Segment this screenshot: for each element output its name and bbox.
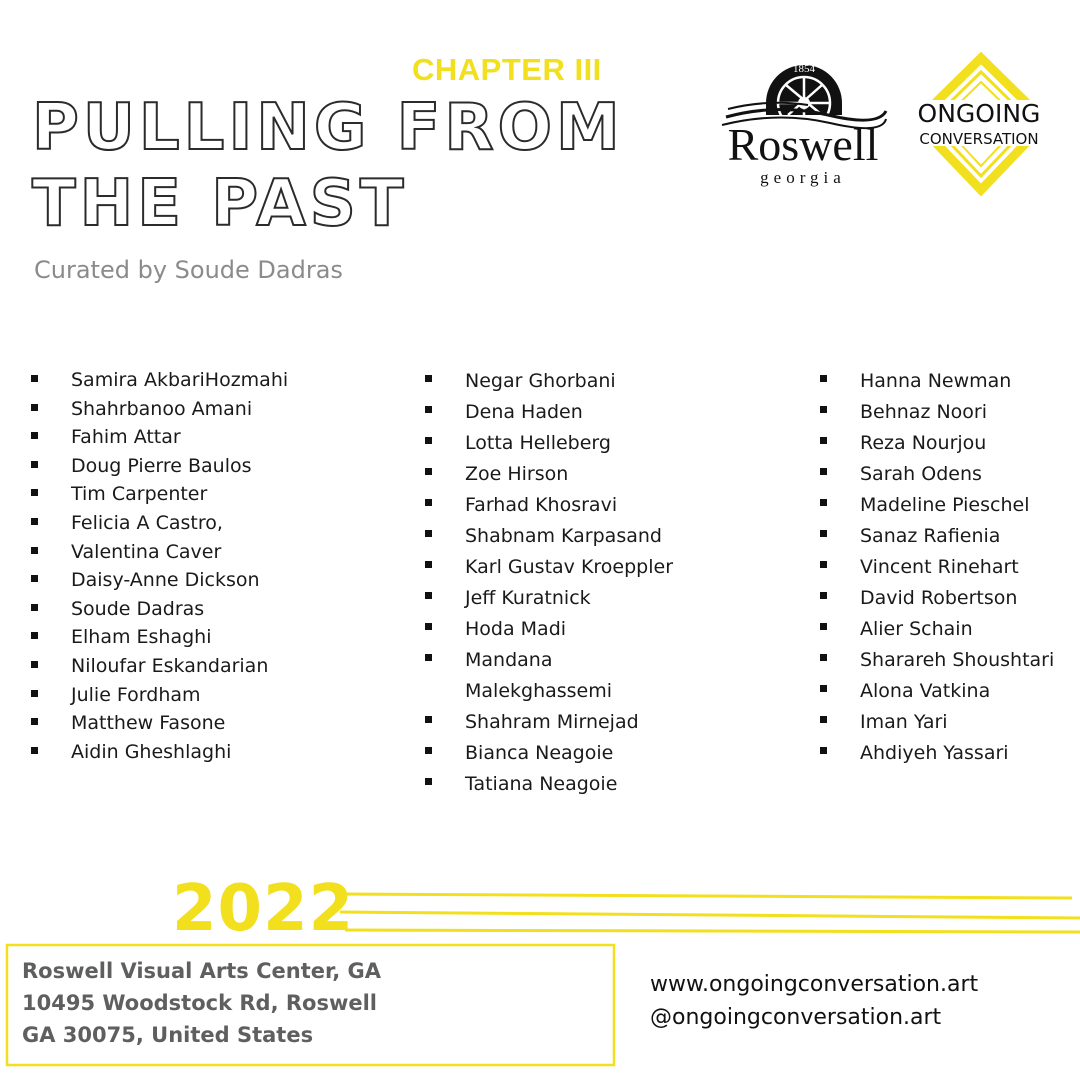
list-item: Hoda Madi xyxy=(425,614,685,645)
list-item: Matthew Fasone xyxy=(31,709,288,738)
year-label: 2022 xyxy=(172,872,355,946)
deco-line xyxy=(340,912,1080,918)
list-item: Negar Ghorbani xyxy=(425,366,685,397)
list-item: Madeline Pieschel xyxy=(820,490,1054,521)
list-item: Jeff Kuratnick xyxy=(425,583,685,614)
list-item: Alona Vatkina xyxy=(820,676,1054,707)
list-item: Karl Gustav Kroeppler xyxy=(425,552,685,583)
chapter-label: CHAPTER III xyxy=(412,52,602,87)
conversation-wordmark: CONVERSATION xyxy=(919,130,1039,148)
list-item: David Robertson xyxy=(820,583,1054,614)
social-handle[interactable]: @ongoingconversation.art xyxy=(650,1005,942,1030)
list-item: Soude Dadras xyxy=(31,595,288,624)
contact-info xyxy=(650,968,978,1034)
title-line-1: PULLING FROM xyxy=(32,91,624,165)
address-line-3: GA 30075, United States xyxy=(22,1023,314,1047)
list-item: Samira AkbariHozmahi xyxy=(31,366,288,395)
list-item: Mandana Malekghassemi xyxy=(425,645,685,707)
list-item: Felicia A Castro, xyxy=(31,509,288,538)
list-item: Doug Pierre Baulos xyxy=(31,452,288,481)
list-item: Shabnam Karpasand xyxy=(425,521,685,552)
website-link[interactable]: www.ongoingconversation.art xyxy=(650,972,979,997)
deco-line xyxy=(340,894,1072,898)
deco-line xyxy=(345,930,1080,932)
list-item: Iman Yari xyxy=(820,707,1054,738)
ongoing-wordmark: ONGOING xyxy=(917,99,1041,128)
list-item: Tim Carpenter xyxy=(31,480,288,509)
artist-list-column-2 xyxy=(425,366,685,800)
roswell-wordmark: Roswell xyxy=(727,119,879,170)
list-item: Ahdiyeh Yassari xyxy=(820,738,1054,769)
list-item: Bianca Neagoie xyxy=(425,738,685,769)
list-item: Sarah Odens xyxy=(820,459,1054,490)
exhibition-title xyxy=(32,90,652,242)
list-item: Daisy-Anne Dickson xyxy=(31,566,288,595)
artist-list-column-1 xyxy=(31,366,288,766)
list-item: Zoe Hirson xyxy=(425,459,685,490)
list-item: Fahim Attar xyxy=(31,423,288,452)
list-item: Shahram Mirnejad xyxy=(425,707,685,738)
title-line-2: THE PAST xyxy=(32,167,408,241)
list-item: Alier Schain xyxy=(820,614,1054,645)
list-item: Dena Haden xyxy=(425,397,685,428)
roswell-subtitle: georgia xyxy=(760,168,846,187)
address-line-2: 10495 Woodstock Rd, Roswell xyxy=(22,991,377,1015)
list-item: Farhad Khosravi xyxy=(425,490,685,521)
address-line-1: Roswell Visual Arts Center, GA xyxy=(22,959,382,983)
list-item: Sanaz Rafienia xyxy=(820,521,1054,552)
artist-list-column-3 xyxy=(820,366,1054,769)
roswell-year: 1854 xyxy=(793,63,815,75)
list-item: Sharareh Shoushtari xyxy=(820,645,1054,676)
list-item: Reza Nourjou xyxy=(820,428,1054,459)
list-item: Lotta Helleberg xyxy=(425,428,685,459)
list-item: Vincent Rinehart xyxy=(820,552,1054,583)
list-item: Hanna Newman xyxy=(820,366,1054,397)
list-item: Valentina Caver xyxy=(31,538,288,567)
list-item: Tatiana Neagoie xyxy=(425,769,685,800)
list-item: Elham Eshaghi xyxy=(31,623,288,652)
venue-address xyxy=(22,955,602,1051)
list-item: Julie Fordham xyxy=(31,681,288,710)
list-item: Niloufar Eskandarian xyxy=(31,652,288,681)
curator-credit: Curated by Soude Dadras xyxy=(34,256,343,284)
list-item: Shahrbanoo Amani xyxy=(31,395,288,424)
list-item: Aidin Gheshlaghi xyxy=(31,738,288,767)
list-item: Behnaz Noori xyxy=(820,397,1054,428)
